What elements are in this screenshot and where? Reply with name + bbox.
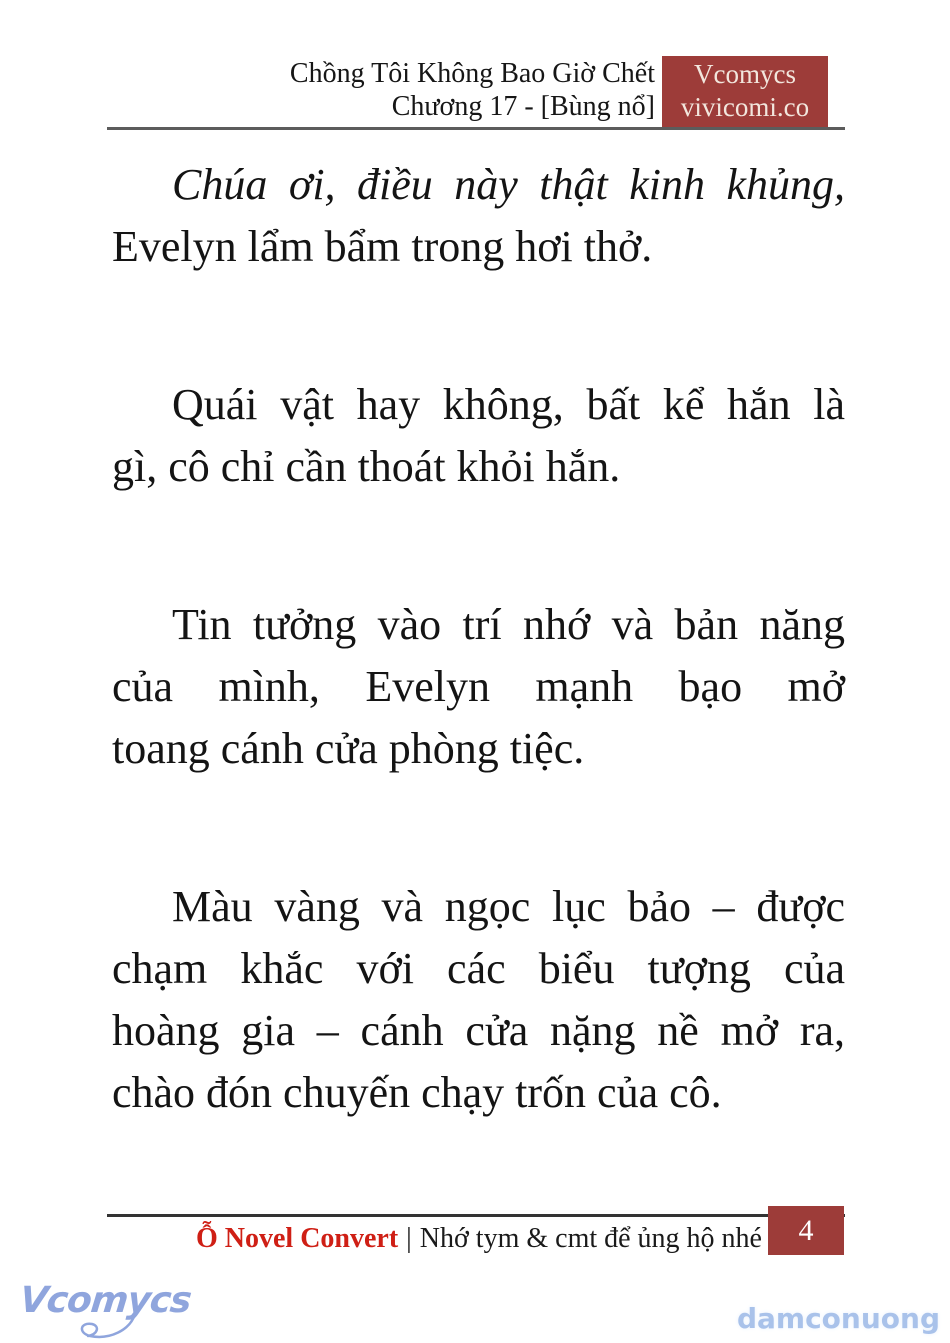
- text-line: của mình, Evelyn mạnh bạo mở: [112, 662, 845, 711]
- signature-text: damconuong: [736, 1302, 940, 1335]
- page-number-box: [768, 1206, 844, 1255]
- footer-text: [196, 1221, 762, 1257]
- footer-separator: |: [406, 1223, 412, 1254]
- text-line: chào đón chuyến chạy trốn của cô.: [112, 1068, 722, 1117]
- paragraph: [112, 876, 845, 1124]
- text-line: Quái vật hay không, bất kể hắn là: [172, 380, 845, 429]
- text-line: Evelyn lẩm bẩm trong hơi thở.: [112, 222, 653, 271]
- brand-site: vivicomi.co: [680, 92, 810, 122]
- paragraph: [112, 154, 845, 278]
- book-title: Chồng Tôi Không Bao Giờ Chết: [289, 58, 655, 89]
- paragraph: [112, 594, 845, 780]
- text-line: Màu vàng và ngọc lục bảo – được: [172, 882, 845, 931]
- footer-rule: [107, 1214, 845, 1217]
- brand-box: [662, 56, 828, 127]
- footer-brand: Ỗ Novel Convert: [195, 1223, 399, 1254]
- footer-message: Nhớ tym & cmt để ủng hộ nhé: [419, 1223, 762, 1254]
- chapter-title: Chương 17 - [Bùng nổ]: [391, 91, 655, 122]
- watermark-flourish-icon: [40, 1312, 170, 1342]
- text-line: Tin tưởng vào trí nhớ và bản năng: [172, 600, 845, 649]
- text-line: Chúa ơi, điều này thật kinh khủng,: [172, 160, 845, 209]
- brand-name: Vcomycs: [694, 59, 796, 89]
- text-line: toang cánh cửa phòng tiệc.: [112, 724, 585, 773]
- paragraph: [112, 374, 845, 498]
- text-line: hoàng gia – cánh cửa nặng nề mở ra,: [112, 1006, 845, 1055]
- header-title-block: [290, 57, 655, 123]
- document-body: [112, 154, 845, 1220]
- text-line: chạm khắc với các biểu tượng của: [112, 944, 845, 993]
- page-number: 4: [798, 1213, 814, 1247]
- watermark-logo: Vcomycs: [17, 1280, 193, 1321]
- text-line: gì, cô chỉ cần thoát khỏi hắn.: [112, 442, 621, 491]
- header-rule: [107, 127, 845, 130]
